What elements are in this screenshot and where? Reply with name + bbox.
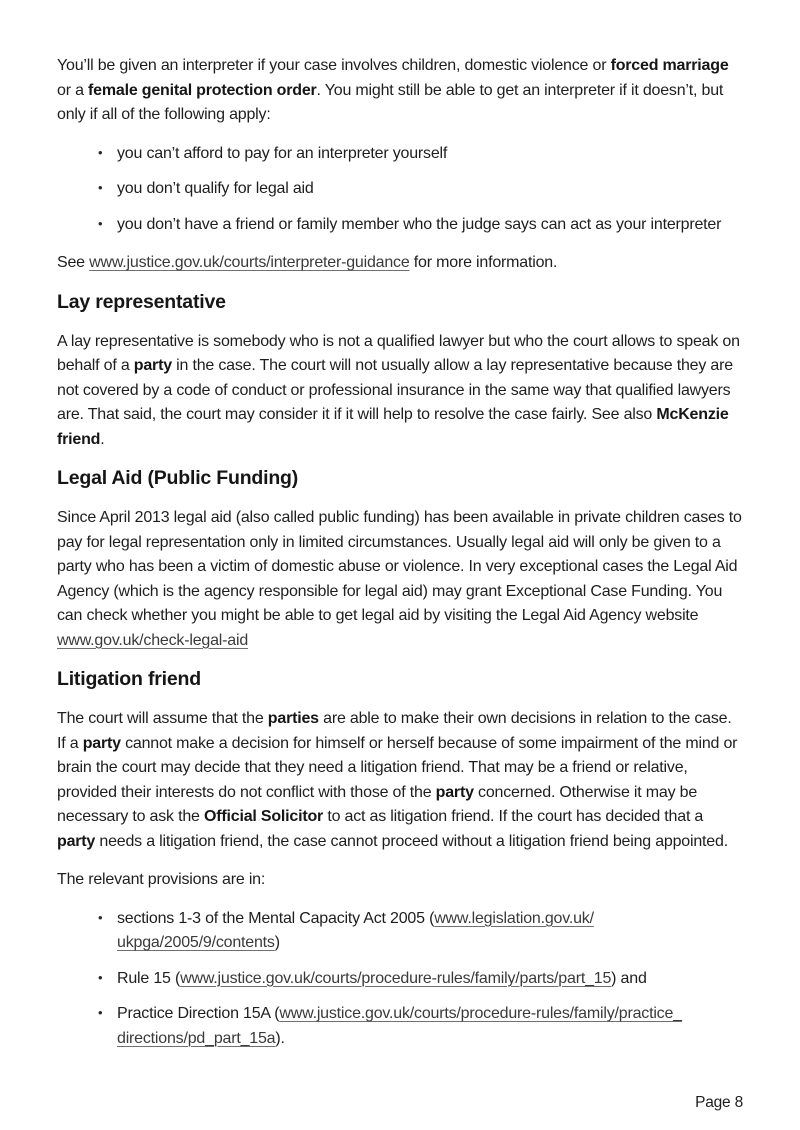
bold-term-party: party (57, 832, 96, 850)
text-run: Since April 2013 legal aid (also called public funding) has been available in private children cases to pay for legal representation only in limited circumstances. Usually legal aid will only be given to a party who has been a victim of domestic abuse or violence. In very exceptional cases the Legal Aid Agency (which is the agency responsible for legal aid) may grant Exceptional Case Funding. You can check whether you might be able to get legal aid by visiting the Legal Aid Agency website (57, 509, 742, 624)
page-number: Page 8 (695, 1094, 743, 1111)
bold-term-forced-marriage: forced marriage (610, 57, 729, 74)
text-run: The court will assume that the (57, 710, 268, 727)
bold-term-mckenzie-friend: McKenzie friend (57, 406, 729, 448)
bold-term-parties: parties (267, 710, 319, 727)
paragraph-see-guidance (57, 251, 743, 276)
text-run: ). (275, 1029, 285, 1047)
text-run: . You might still be able to get an interpreter if it doesn’t, but only if all of the following apply: (57, 81, 724, 123)
text-run: for more information. (409, 254, 558, 271)
link-text-part: www.legislation.gov.uk/ (434, 909, 594, 927)
check-legal-aid-link[interactable]: www.gov.uk/check-legal-aid (57, 631, 249, 649)
interpreter-conditions-list (57, 142, 743, 238)
text-run: ) and (611, 969, 647, 987)
text-run: needs a litigation friend, the case cannot proceed without a litigation friend being appointed. (95, 832, 728, 850)
text-run: to act as litigation friend. If the court has decided that a (323, 808, 704, 825)
text-run: concerned. Otherwise it may be necessary to ask the (57, 783, 698, 825)
bold-term-party: party (435, 783, 474, 801)
list-item (57, 907, 743, 956)
list-item (57, 1002, 743, 1051)
text-run: Practice Direction 15A ( (117, 1005, 280, 1022)
paragraph-lay-representative (57, 330, 743, 453)
text-run: See (57, 254, 90, 271)
bold-term-party: party (82, 734, 121, 752)
heading-lay-representative: Lay representative (57, 290, 226, 313)
text-run: . (100, 430, 105, 448)
bold-term-official-solicitor: Official Solicitor (204, 808, 324, 825)
text-run: cannot make a decision for himself or herself because of some impairment of the mind or brain the court may decide that they need a litigation friend. That may be a friend or relative, provided their interests do not conflict with those of the (57, 734, 738, 801)
paragraph-legal-aid (57, 506, 743, 653)
link-text-part: directions/pd_part_15a (117, 1029, 276, 1047)
paragraph-relevant-provisions: The relevant provisions are in: (57, 871, 266, 888)
bold-term-fgpo: female genital protection order (88, 81, 317, 99)
paragraph-litigation-friend (57, 707, 743, 854)
interpreter-guidance-link[interactable]: www.justice.gov.uk/courts/interpreter-guidance (89, 254, 410, 271)
list-item: • you don’t qualify for legal aid (57, 177, 743, 202)
text-run: sections 1-3 of the Mental Capacity Act 2005 ( (117, 909, 435, 927)
text-run: A lay representative is somebody who is not a qualified lawyer but who the court allows to speak on behalf of a (57, 332, 740, 374)
text-run: or a (57, 81, 89, 99)
bold-term-party: party (133, 357, 172, 374)
provisions-list (57, 907, 743, 1052)
list-item: • you can’t afford to pay for an interpreter yourself (57, 142, 743, 167)
heading-litigation-friend: Litigation friend (57, 668, 201, 690)
link-text-part: www.justice.gov.uk/courts/procedure-rules/family/practice_ (279, 1005, 682, 1022)
list-item (57, 967, 743, 992)
text-run: in the case. The court will not usually allow a lay representative because they are not covered by a code of conduct or professional insurance in the same way that qualified lawyers are. That said, the court may consider it if it will help to resolve the case fairly. See also (57, 357, 733, 423)
heading-legal-aid: Legal Aid (Public Funding) (57, 467, 299, 489)
text-run: You’ll be given an interpreter if your case involves children, domestic violence or (57, 57, 611, 74)
text-run: Rule 15 ( (117, 969, 181, 987)
text-run: are able to make their own decisions in relation to the case. If a (57, 710, 732, 752)
link-text-part: ukpga/2005/9/contents (117, 934, 275, 951)
rule-15-link[interactable]: www.justice.gov.uk/courts/procedure-rules/family/parts/part_15 (180, 969, 612, 987)
paragraph-interpreter (57, 54, 743, 128)
text-run: ) (274, 934, 280, 951)
list-item: • you don’t have a friend or family member who the judge says can act as your interpreter (57, 213, 743, 238)
